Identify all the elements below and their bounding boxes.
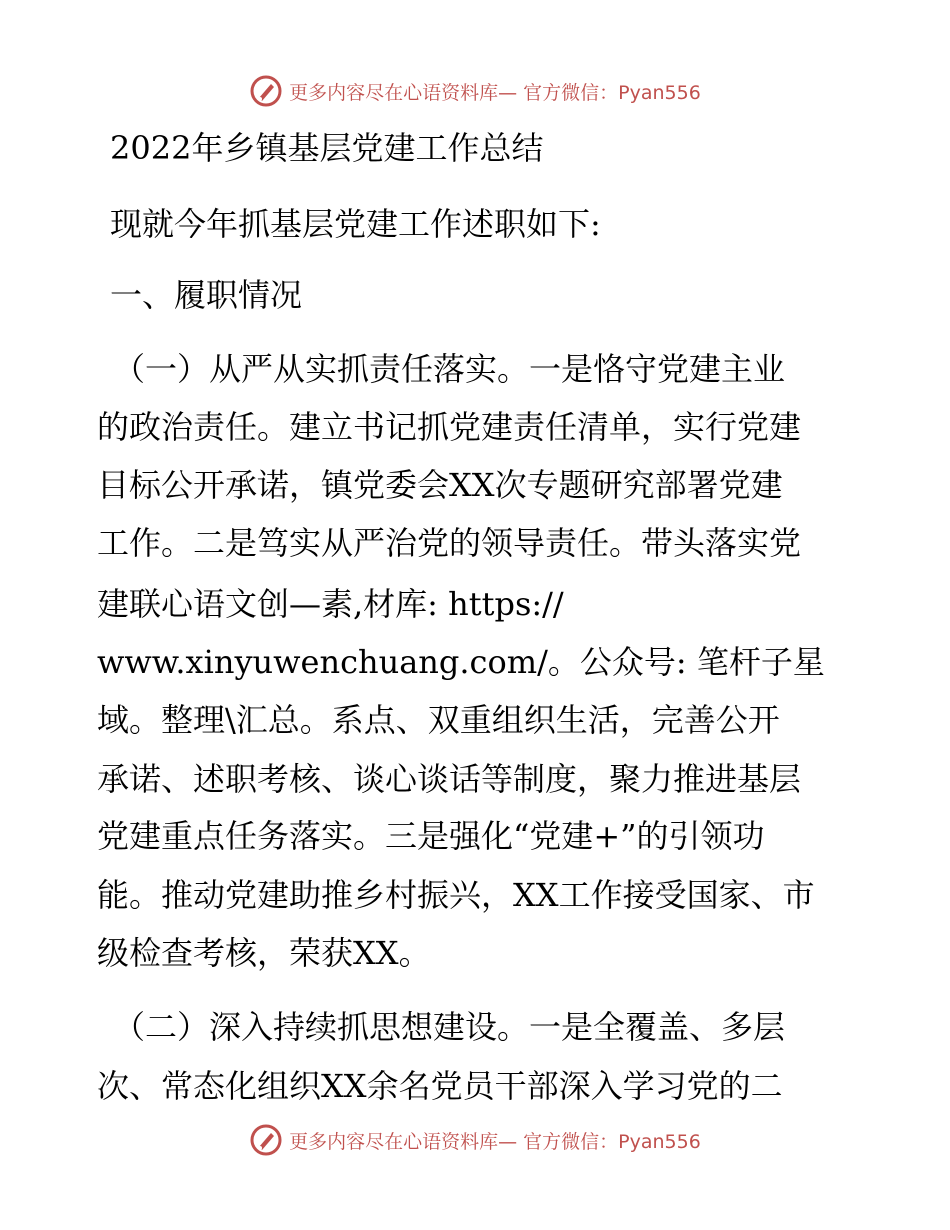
- paragraph-line: 承诺、述职考核、谈心谈话等制度，聚力推进基层: [97, 760, 802, 798]
- paragraph-line: 工作。二是笃实从严治党的领导责任。带头落实党: [97, 524, 802, 562]
- paragraph-line: 能。推动党建助推乡村振兴，XX工作接受国家、市: [97, 876, 815, 914]
- pen-logo-icon: [249, 1123, 283, 1157]
- page-title: 2022年乡镇基层党建工作总结: [110, 129, 544, 167]
- paragraph-line: 建联心语文创—素,材库: https://: [97, 585, 564, 623]
- paragraph-line: 党建重点任务落实。三是强化“党建+”的引领功: [97, 817, 765, 855]
- intro-text: 现就今年抓基层党建工作述职如下:: [110, 205, 601, 243]
- pen-logo-icon: [249, 74, 283, 108]
- paragraph-line: 的政治责任。建立书记抓党建责任清单，实行党建: [97, 408, 802, 446]
- paragraph-line: 级检查考核，荣获XX。: [97, 934, 431, 972]
- watermark-wechat: 官方微信：Pyan556: [523, 1130, 701, 1153]
- paragraph-line: （一）从严从实抓责任落实。一是恪守党建主业: [113, 350, 786, 388]
- paragraph-line: 域。整理\汇总。系点、双重组织生活，完善公开: [97, 701, 780, 739]
- paragraph-line: （二）深入持续抓思想建设。一是全覆盖、多层: [113, 1008, 786, 1046]
- paragraph-line: 次、常态化组织XX余名党员干部深入学习党的二: [97, 1067, 783, 1105]
- watermark-wechat: 官方微信：Pyan556: [523, 81, 701, 104]
- footer-watermark: [0, 1120, 950, 1160]
- header-watermark: [0, 71, 950, 111]
- section-heading: 一、履职情况: [110, 276, 303, 314]
- watermark-text: 更多内容尽在心语资料库—: [289, 1130, 518, 1153]
- paragraph-line: www.xinyuwenchuang.com/。公众号: 笔杆子星: [97, 643, 825, 681]
- watermark-text: 更多内容尽在心语资料库—: [289, 81, 518, 104]
- paragraph-line: 目标公开承诺，镇党委会XX次专题研究部署党建: [97, 466, 783, 504]
